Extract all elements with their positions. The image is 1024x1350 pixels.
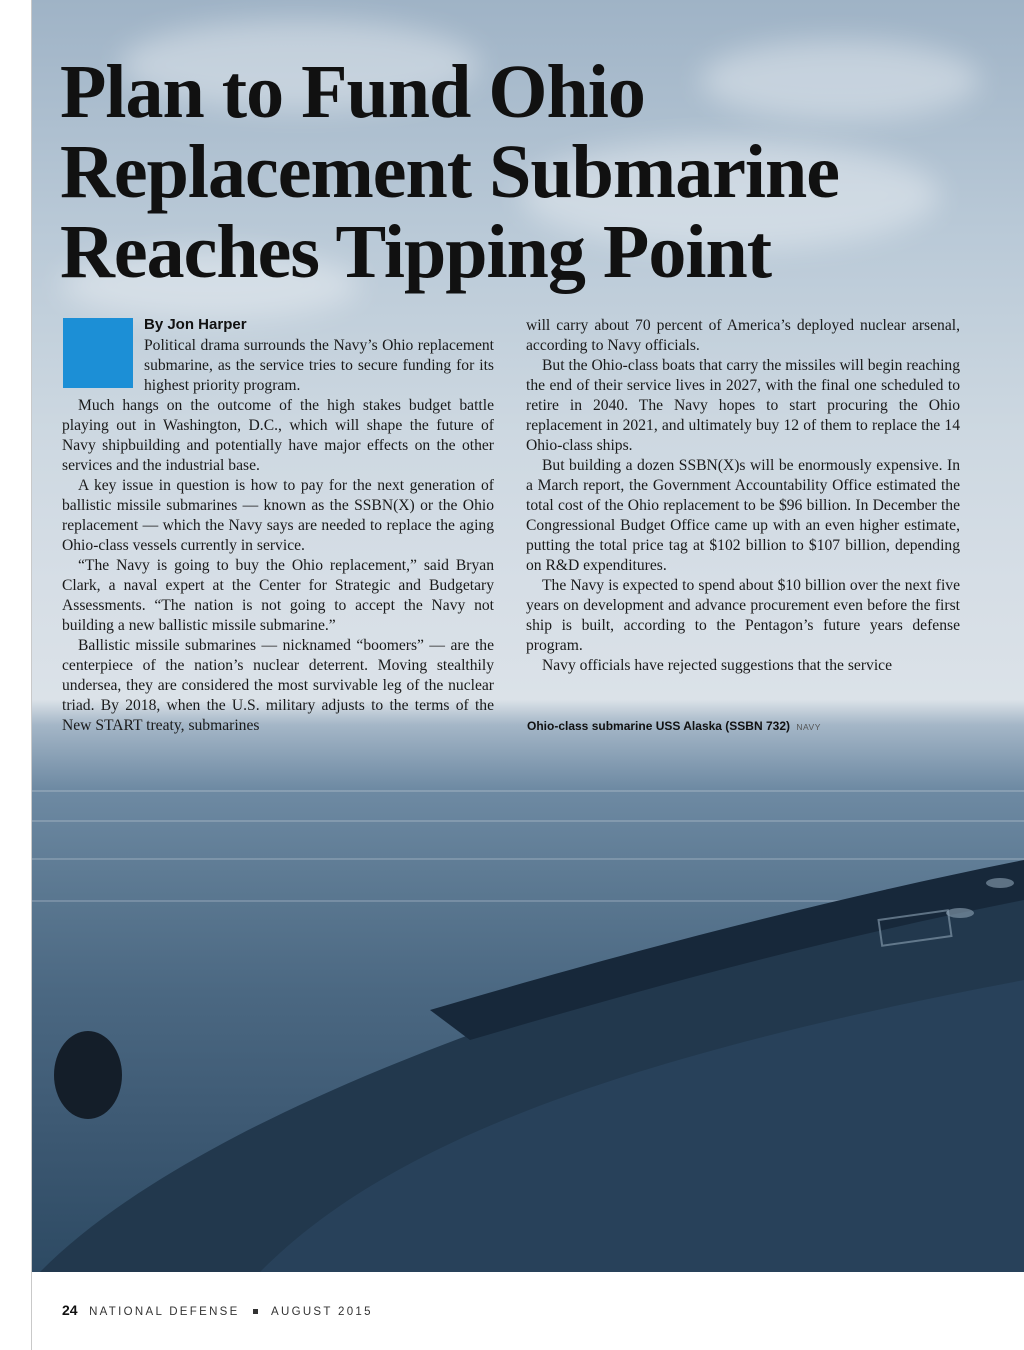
caption-text: Ohio-class submarine USS Alaska (SSBN 732) [527,719,790,733]
page-footer [62,1302,373,1318]
paragraph: Navy officials have rejected suggestions that the service [542,657,893,674]
page-number: 24 [62,1302,78,1318]
article-column-2 [526,316,960,676]
paragraph: Much hangs on the outcome of the high stakes budget battle playing out in Washington, D.C., which will shape the future of Navy shipbuilding and potentially have major effects on the other services and the industrial base. [62,397,494,474]
paragraph: will carry about 70 percent of America’s deployed nuclear arsenal, according to Navy officials. [526,317,960,354]
paragraph: Ballistic missile submarines — nicknamed “boomers” — are the centerpiece of the nation’s nuclear deterrent. Moving stealthily undersea, they are considered the most survivable leg of the nuclear triad. By 2018, when the U.S. military adjusts to the terms of the New START treaty, submarines [62,637,494,734]
headline-line: Replacement Submarine [60,130,840,214]
separator-square [253,1309,258,1314]
byline: By Jon Harper [144,316,247,333]
paragraph: But building a dozen SSBN(X)s will be enormously expensive. In a March report, the Government Accountability Office estimated the total cost of the Ohio replacement to be $96 billion. In December the Congressional Budget Office came up with an even higher estimate, putting the total price tag at $102 billion to $107 billion, depending on R&D expenditures. [526,457,960,574]
paragraph: A key issue in question is how to pay for the next generation of ballistic missile submarines — known as the SSBN(X) or the Ohio replacement — which the Navy says are needed to replace the aging Ohio-class vessels currently in service. [62,477,494,554]
paragraph: But the Ohio-class boats that carry the missiles will begin reaching the end of their service lives in 2027, with the final one scheduled to retire in 2040. The Navy hopes to start procuring the Ohio replacement in 2021, and ultimately buy 12 of them to replace the 14 Ohio-class ships. [526,357,960,454]
photo-caption [527,719,821,733]
paragraph: Political drama surrounds the Navy’s Ohio replacement submarine, as the service tries to secure funding for its highest priority program. [144,337,494,394]
headline-line: Reaches Tipping Point [60,210,772,294]
paragraph: The Navy is expected to spend about $10 billion over the next five years on development and advance procurement even before the first ship is built, according to the Pentagon’s future years defense program. [526,577,960,654]
photo-credit: NAVY [796,722,821,732]
article-column-1 [62,336,494,736]
page-edge-rule [31,0,32,1350]
hatch-shape [54,1031,122,1119]
paragraph: “The Navy is going to buy the Ohio replacement,” said Bryan Clark, a naval expert at the Center for Strategic and Budgetary Assessments. “The nation is not going to accept the Navy not building a new ballistic missile submarine.” [62,557,494,634]
headline-line: Plan to Fund Ohio [60,50,645,134]
publication-name: NATIONAL DEFENSE [89,1306,240,1318]
headline [60,52,1000,292]
issue-date: AUGUST 2015 [271,1306,373,1318]
